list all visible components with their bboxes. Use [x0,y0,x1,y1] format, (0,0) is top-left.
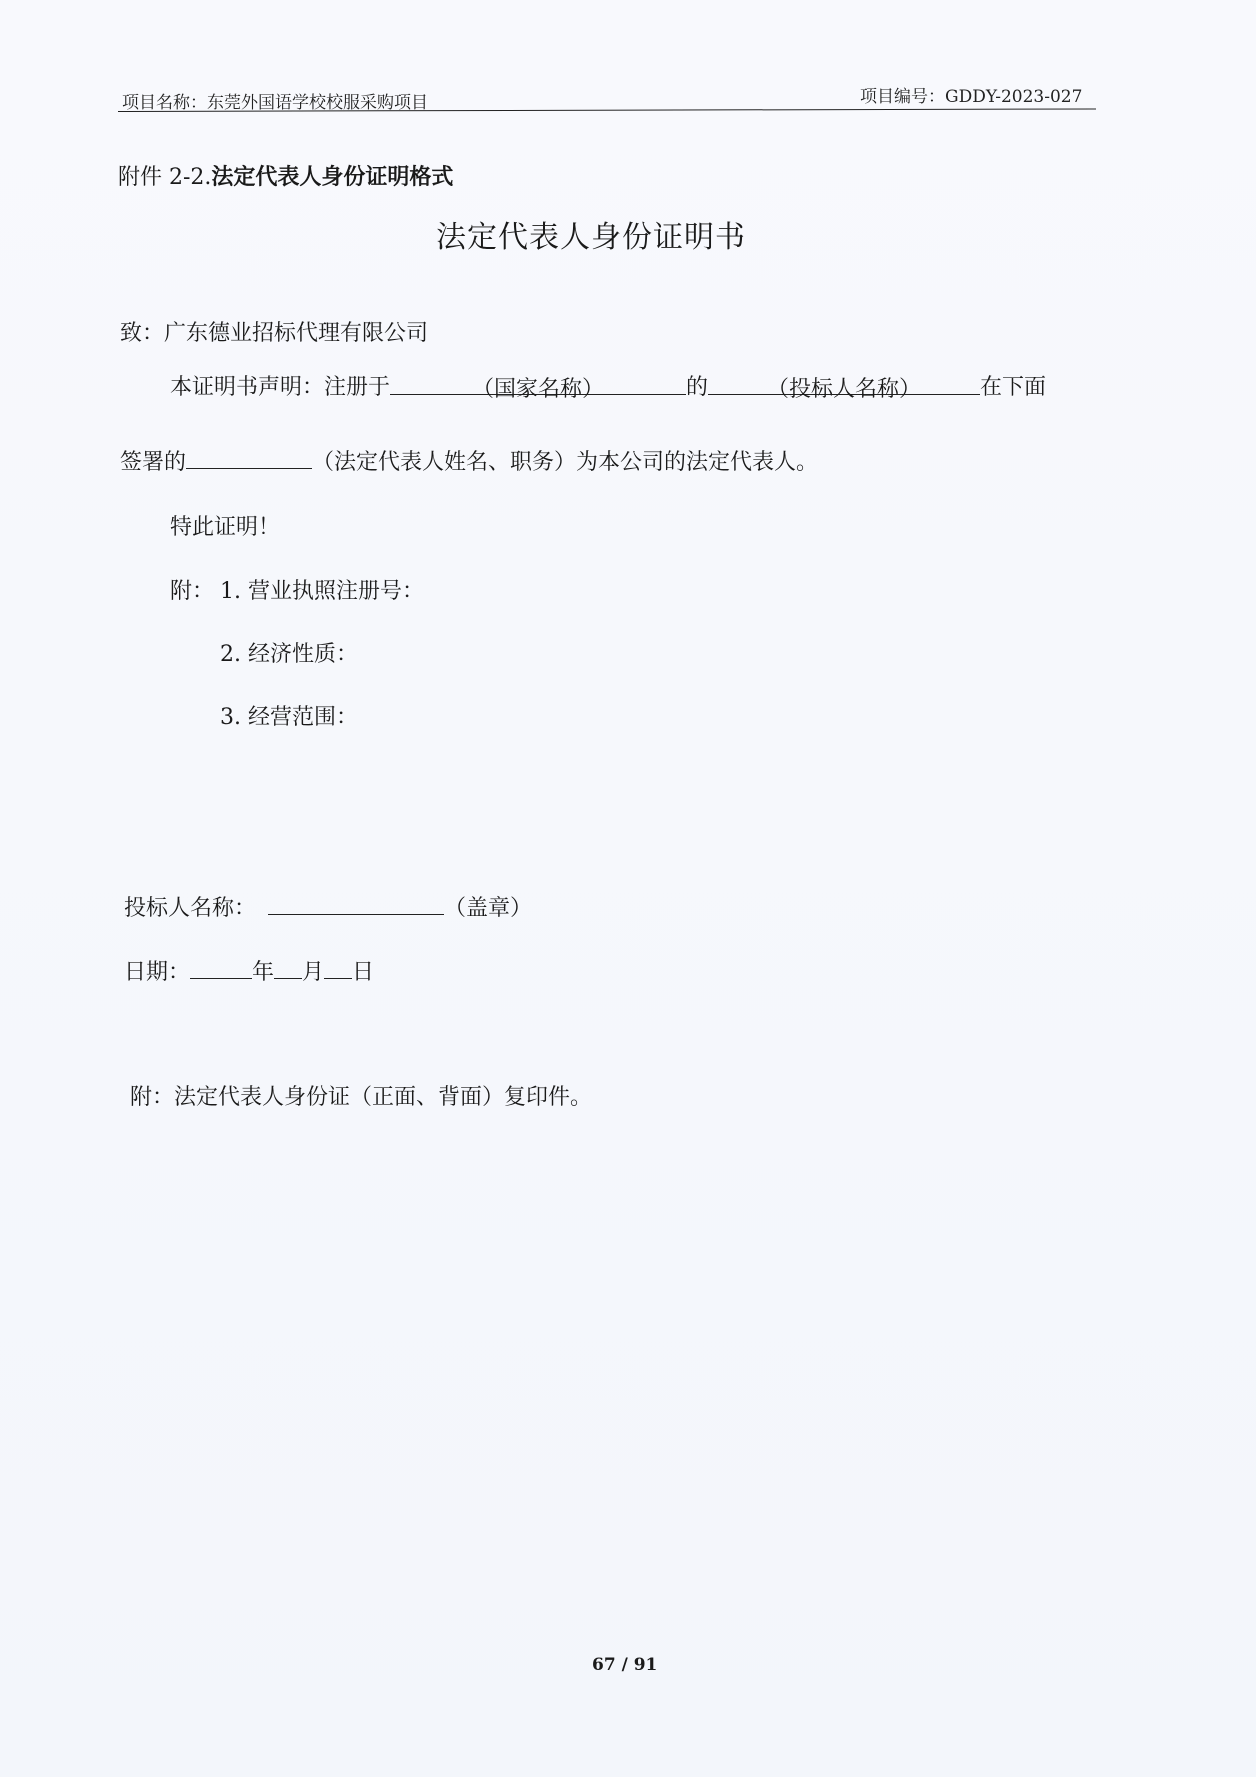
day-label: 日 [352,960,375,986]
bidder-name-hint: （投标人名称） [767,377,922,402]
date-line [124,954,374,986]
country-name-field[interactable] [390,370,686,402]
year-label: 年 [252,960,275,986]
attachment-item-scope: 3. 经营范围： [220,705,358,730]
month-field[interactable] [274,954,302,979]
attachments-label: 附： [170,579,215,604]
country-name-hint: （国家名称） [472,377,605,402]
representative-name-field[interactable] [186,444,312,469]
id-attachment-note: 附：法定代表人身份证（正面、背面）复印件。 [130,1085,593,1110]
document-title: 法定代表人身份证明书 [436,220,746,255]
bidder-name-label: 投标人名称： [124,896,257,922]
declaration-line-1 [170,370,1046,401]
year-field[interactable] [190,954,252,979]
declaration-suffix: 在下面 [980,375,1047,400]
month-label: 月 [302,960,325,986]
declaration-of: 的 [686,375,709,400]
annex-label: 附件 2-2. [118,165,212,190]
bidder-name-field[interactable] [708,370,980,402]
attachment-item-nature: 2. 经济性质： [220,642,358,667]
seal-label: （盖章） [444,896,533,922]
header-project-name: 项目名称：东莞外国语学校校服采购项目 [122,93,428,113]
addressee: 致：广东德业招标代理有限公司 [120,321,429,346]
header-project-number: 项目编号：GDDY-2023-027 [860,87,1083,107]
declaration-line2-prefix: 签署的 [120,450,187,476]
day-field[interactable] [324,954,352,979]
page-number: 67 / 91 [592,1655,658,1675]
attachment-item-license: 1. 营业执照注册号： [220,579,424,604]
date-label: 日期： [124,960,191,986]
declaration-line2-suffix: （法定代表人姓名、职务）为本公司的法定代表人。 [312,450,819,476]
special-note: 特此证明！ [170,515,281,540]
bidder-signature-line [124,890,532,922]
declaration-prefix: 本证明书声明：注册于 [170,375,391,400]
annex-title: 法定代表人身份证明格式 [211,164,454,190]
annex-heading [118,160,453,191]
bidder-name-input[interactable] [268,890,444,915]
declaration-line-2 [120,444,818,476]
